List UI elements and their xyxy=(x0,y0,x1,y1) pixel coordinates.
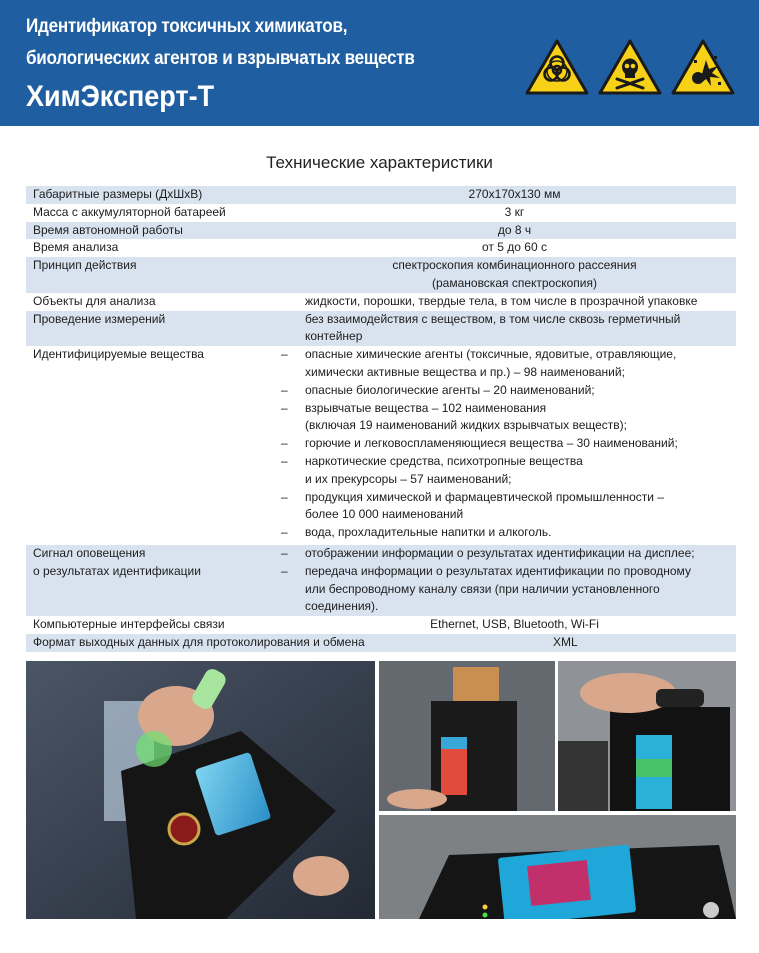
list-item: – наркотические средства, психотропные вещества и их прекурсоры – 57 наименований; xyxy=(293,453,736,489)
toxic-skull-icon xyxy=(597,38,663,96)
list-item-line: опасные биологические агенты – 20 наименований; xyxy=(305,382,595,397)
list-item-line: наркотические средства, психотропные вещества xyxy=(305,453,583,468)
spec-value: без взаимодействия с веществом, в том числе сквозь герметичный контейнер xyxy=(305,311,681,344)
list-item-line: опасные химические агенты (токсичные, ядовитые, отравляющие, xyxy=(305,347,677,362)
spec-value-line: спектроскопия комбинационного рассеяния xyxy=(392,258,637,273)
list-item-line: передача информации о результатах идентификации по проводному xyxy=(305,563,691,578)
list-item: – взрывчатые вещества – 102 наименования (включая 19 наименований жидких взрывчатых веществ); xyxy=(293,400,736,436)
list-item-line: отображении информации о результатах идентификации на дисплее; xyxy=(305,545,695,560)
spec-row-analysis-time xyxy=(26,239,736,257)
list-item: – горючие и легковоспламеняющиеся вещества – 30 наименований; xyxy=(293,435,736,453)
spec-label: Принцип действия xyxy=(33,258,137,273)
list-item-line: (включая 19 наименований жидких взрывчатых веществ); xyxy=(305,418,627,433)
spec-label: Компьютерные интерфейсы связи xyxy=(33,617,225,632)
spec-row-dimensions xyxy=(26,186,736,204)
spec-value: 3 кг xyxy=(504,204,525,219)
list-item: – опасные биологические агенты – 20 наименований; xyxy=(293,382,736,400)
list-item: – вода, прохладительные напитки и алкоголь. xyxy=(293,524,736,542)
list-item-line: химически активные вещества и пр.) – 98 наименований; xyxy=(305,364,625,379)
photo-device-with-sample xyxy=(379,661,555,811)
spec-row-weight xyxy=(26,204,736,222)
spec-row-output-format xyxy=(26,634,736,652)
spec-value xyxy=(293,257,736,293)
photo-device-operation xyxy=(558,661,736,811)
spec-row-measurement xyxy=(26,311,736,347)
list-item-line: горючие и легковоспламеняющиеся вещества – 30 наименований; xyxy=(305,436,678,451)
spec-row-alert xyxy=(26,545,736,616)
spec-value: от 5 до 60 с xyxy=(482,240,547,255)
spec-row-interfaces xyxy=(26,616,736,634)
spec-value: жидкости, порошки, твердые тела, в том числе в прозрачной упаковке xyxy=(305,293,698,308)
list-item: – отображении информации о результатах идентификации на дисплее; xyxy=(293,545,736,563)
section-title: Технические характеристики xyxy=(266,153,493,172)
header-band xyxy=(0,0,759,126)
product-name: ХимЭксперт-Т xyxy=(26,80,215,113)
spec-label: Объекты для анализа xyxy=(33,293,156,308)
spec-label-line: о результатах идентификации xyxy=(33,563,201,578)
list-item-line: или беспроводному каналу связи (при наличии установленного соединения). xyxy=(305,581,660,614)
spec-row-objects xyxy=(26,293,736,311)
substances-list xyxy=(281,346,736,542)
alert-list xyxy=(281,545,736,616)
list-item-line: вода, прохладительные напитки и алкоголь. xyxy=(305,525,552,540)
list-item-line: и их прекурсоры – 57 наименований; xyxy=(305,471,512,486)
header-line-1: Идентификатор токсичных химикатов, xyxy=(26,16,348,37)
header-line-2: биологических агентов и взрывчатых веществ xyxy=(26,48,415,69)
spec-row-principle xyxy=(26,257,736,293)
spec-value: до 8 ч xyxy=(497,222,532,237)
explosive-icon xyxy=(670,38,736,96)
photo-hand-holding-device xyxy=(26,661,375,919)
spec-label: Формат выходных данных для протоколирования и обмена xyxy=(33,634,365,649)
spec-label: Время анализа xyxy=(33,240,119,255)
spec-label-line: Сигнал оповещения xyxy=(33,545,146,560)
specs-table xyxy=(26,186,736,652)
spec-row-battery-life xyxy=(26,222,736,240)
spec-label: Проведение измерений xyxy=(33,311,166,326)
spec-value: 270x170x130 мм xyxy=(468,187,561,201)
spec-value: Ethernet, USB, Bluetooth, Wi-Fi xyxy=(430,617,599,632)
photo-device-closeup xyxy=(379,815,736,919)
spec-label: Масса с аккумуляторной батареей xyxy=(33,204,226,219)
list-item-line: более 10 000 наименований xyxy=(305,507,464,522)
spec-label: Идентифицируемые вещества xyxy=(33,347,204,362)
biohazard-icon xyxy=(524,38,590,96)
list-item: – продукция химической и фармацевтической промышленности – более 10 000 наименований xyxy=(293,489,736,525)
list-item-line: взрывчатые вещества – 102 наименования xyxy=(305,400,547,415)
spec-value: XML xyxy=(553,634,578,649)
list-item-line: продукция химической и фармацевтической промышленности – xyxy=(305,489,665,504)
list-item: – передача информации о результатах идентификации по проводному или беспроводному каналу связи (при наличии установленного соединения). xyxy=(293,563,736,616)
spec-label: Габаритные размеры (ДхШхВ) xyxy=(33,187,203,201)
list-item: – опасные химические агенты (токсичные, ядовитые, отравляющие, химически активные вещества и пр.) – 98 наименований; xyxy=(293,346,736,382)
spec-row-substances xyxy=(26,346,736,545)
spec-label: Время автономной работы xyxy=(33,222,183,237)
spec-value-line: (рамановская спектроскопия) xyxy=(432,275,597,290)
spec-label xyxy=(26,545,293,616)
